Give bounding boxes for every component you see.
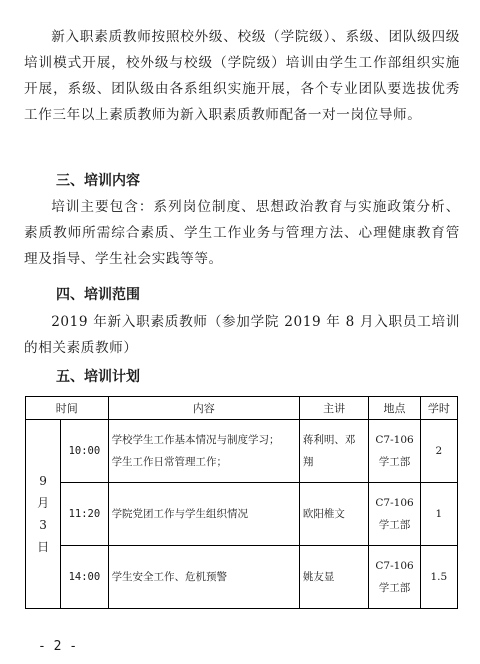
content-cell: 学院党团工作与学生组织情况 bbox=[108, 483, 299, 546]
time-cell: 10:00 bbox=[61, 420, 108, 483]
header-lecturer: 主讲 bbox=[299, 397, 368, 420]
section-5-heading: 五、培训计划 bbox=[56, 369, 140, 385]
date-cell: 9 月 3 日 bbox=[26, 420, 61, 609]
location-cell: C7-106 学工部 bbox=[369, 546, 420, 609]
section-4-heading: 四、培训范围 bbox=[56, 287, 140, 303]
table-header-row bbox=[26, 397, 458, 420]
hours-cell: 2 bbox=[420, 420, 457, 483]
content-cell: 学生安全工作、危机预警 bbox=[108, 546, 299, 609]
header-location: 地点 bbox=[369, 397, 420, 420]
table-row bbox=[26, 420, 458, 483]
section-4-body: 2019 年新入职素质教师（参加学院 2019 年 8 月入职员工培训的相关素质教师） bbox=[24, 314, 460, 356]
header-content: 内容 bbox=[108, 397, 299, 420]
location-cell: C7-106 学工部 bbox=[369, 483, 420, 546]
training-schedule-table bbox=[25, 396, 458, 609]
lecturer-cell: 姚友显 bbox=[299, 546, 368, 609]
table-row bbox=[26, 483, 458, 546]
lecturer-cell: 欧阳椎文 bbox=[299, 483, 368, 546]
time-cell: 11:20 bbox=[61, 483, 108, 546]
header-time: 时间 bbox=[26, 397, 109, 420]
time-cell: 14:00 bbox=[61, 546, 108, 609]
hours-cell: 1 bbox=[420, 483, 457, 546]
section-3-body: 培训主要包含：系列岗位制度、思想政治教育与实施政策分析、素质教师所需综合素质、学生工作业务与管理方法、心理健康教育管理及指导、学生社会实践等等。 bbox=[24, 199, 460, 267]
hours-cell: 1.5 bbox=[420, 546, 457, 609]
header-hours: 学时 bbox=[420, 397, 457, 420]
intro-paragraph: 新入职素质教师按照校外级、校级（学院级）、系级、团队级四级培训模式开展，校外级与校级（学院级）培训由学生工作部组织实施开展，系级、团队级由各系组织实施开展，各个专业团队要选拔优秀工作三年以上素质教师为新入职素质教师配备一对一岗位导师。 bbox=[24, 29, 460, 123]
table-row bbox=[26, 546, 458, 609]
location-cell: C7-106 学工部 bbox=[369, 420, 420, 483]
lecturer-cell: 蒋利明、邓 翔 bbox=[299, 420, 368, 483]
content-cell: 学校学生工作基本情况与制度学习； 学生工作日常管理工作； bbox=[108, 420, 299, 483]
section-3-heading: 三、培训内容 bbox=[56, 173, 140, 189]
page-number: - 2 - bbox=[38, 639, 78, 654]
